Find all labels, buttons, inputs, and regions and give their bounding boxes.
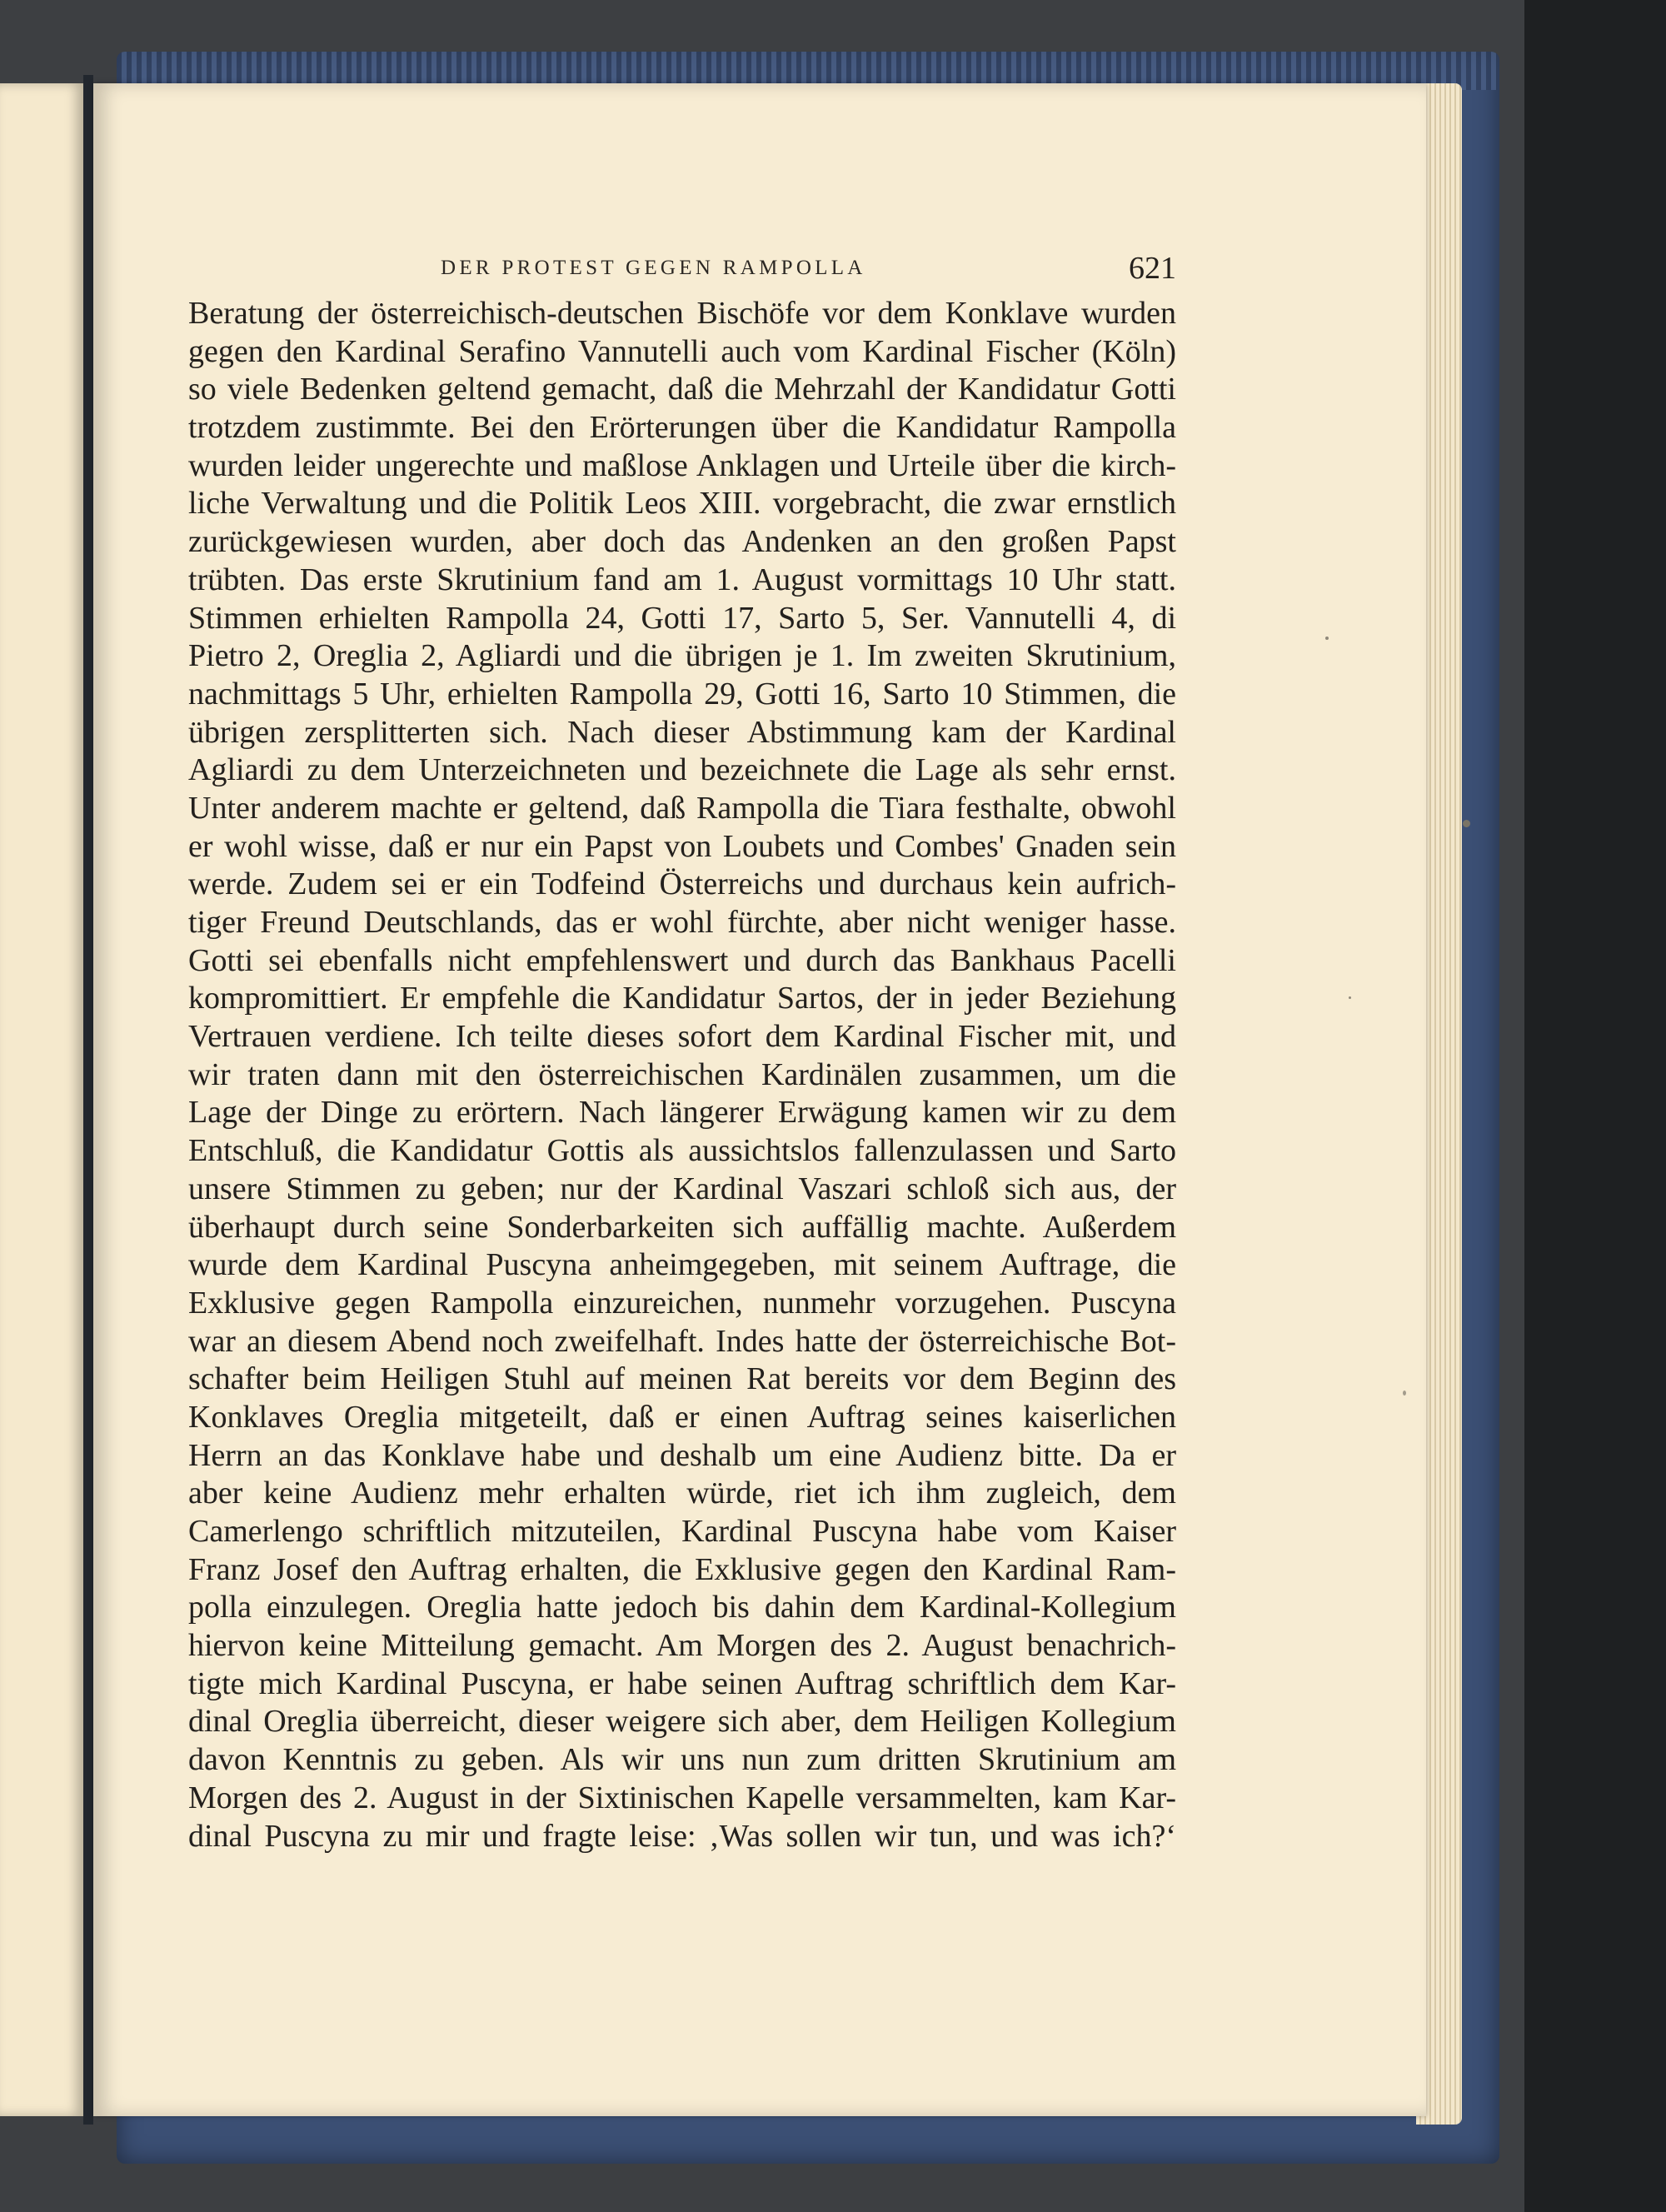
text-line: aber keine Audienz mehr erhalten würde, riet ich ihm zugleich, dem bbox=[188, 1475, 1176, 1511]
running-title: DER PROTEST GEGEN RAMPOLLA bbox=[441, 257, 866, 279]
text-line: davon Kenntnis zu geben. Als wir uns nun zum dritten Skrutinium am bbox=[188, 1742, 1176, 1778]
text-line: Konklaves Oreglia mitgeteilt, daß er einen Auftrag seines kaiserlichen bbox=[188, 1399, 1176, 1435]
text-line: Agliardi zu dem Unterzeichneten und bezeichnete die Lage als sehr ernst. bbox=[188, 752, 1176, 788]
text-line: dinal Oreglia überreicht, dieser weigere sich aber, dem Heiligen Kollegium bbox=[188, 1704, 1176, 1740]
text-line: Entschluß, die Kandidatur Gottis als aussichtslos fallenzulassen und Sarto bbox=[188, 1133, 1176, 1169]
text-line: Morgen des 2. August in der Sixtinischen Kapelle versammelten, kam Kar- bbox=[188, 1780, 1176, 1815]
paper-speck bbox=[1325, 637, 1329, 640]
text-line: polla einzulegen. Oreglia hatte jedoch bis dahin dem Kardinal-Kollegium bbox=[188, 1590, 1176, 1625]
left-page-strip bbox=[0, 83, 83, 2116]
text-line: übrigen zersplitterten sich. Nach dieser Abstimmung kam der Kardinal bbox=[188, 714, 1176, 750]
body-text bbox=[188, 295, 1176, 1855]
text-line: dinal Puscyna zu mir und fragte leise: ‚Was sollen wir tun, und was ich?‘ bbox=[188, 1818, 1176, 1854]
text-line: Unter anderem machte er geltend, daß Rampolla die Tiara festhalte, obwohl bbox=[188, 790, 1176, 826]
text-line: so viele Bedenken geltend gemacht, daß die Mehrzahl der Kandidatur Gotti bbox=[188, 372, 1176, 407]
text-line: kompromittiert. Er empfehle die Kandidatur Sartos, der in jeder Beziehung bbox=[188, 981, 1176, 1016]
text-line: tigte mich Kardinal Puscyna, er habe seinen Auftrag schriftlich dem Kar- bbox=[188, 1665, 1176, 1701]
text-line: Pietro 2, Oreglia 2, Agliardi und die übrigen je 1. Im zweiten Skrutinium, bbox=[188, 638, 1176, 674]
text-line: Gotti sei ebenfalls nicht empfehlenswert und durch das Bankhaus Pacelli bbox=[188, 942, 1176, 978]
text-line: unsere Stimmen zu geben; nur der Kardinal Vaszari schloß sich aus, der bbox=[188, 1171, 1176, 1206]
text-line: hiervon keine Mitteilung gemacht. Am Morgen des 2. August benachrich- bbox=[188, 1628, 1176, 1664]
text-line: zurückgewiesen wurden, aber doch das Andenken an den großen Papst bbox=[188, 524, 1176, 560]
text-line: war an diesem Abend noch zweifelhaft. Indes hatte der österreichische Bot- bbox=[188, 1323, 1176, 1359]
page-number: 621 bbox=[1129, 251, 1176, 286]
text-line: wir traten dann mit den österreichischen Kardinälen zusammen, um die bbox=[188, 1056, 1176, 1092]
text-line: gegen den Kardinal Serafino Vannutelli auch vom Kardinal Fischer (Köln) bbox=[188, 333, 1176, 369]
paper-speck bbox=[1403, 1391, 1406, 1396]
paper-speck bbox=[1463, 820, 1470, 827]
text-line: trübten. Das erste Skrutinium fand am 1. August vormittags 10 Uhr statt. bbox=[188, 562, 1176, 597]
text-line: Franz Josef den Auftrag erhalten, die Exklusive gegen den Kardinal Ram- bbox=[188, 1551, 1176, 1587]
text-line: werde. Zudem sei er ein Todfeind Österreichs und durchaus kein aufrich- bbox=[188, 866, 1176, 902]
book-gutter bbox=[83, 75, 93, 2125]
text-line: Camerlengo schriftlich mitzuteilen, Kardinal Puscyna habe vom Kaiser bbox=[188, 1514, 1176, 1549]
text-line: Lage der Dinge zu erörtern. Nach längerer Erwägung kamen wir zu dem bbox=[188, 1095, 1176, 1131]
text-line: er wohl wisse, daß er nur ein Papst von Loubets und Combes' Gnaden sein bbox=[188, 828, 1176, 864]
text-line: schafter beim Heiligen Stuhl auf meinen Rat bereits vor dem Beginn des bbox=[188, 1361, 1176, 1397]
dark-background-edge bbox=[1524, 0, 1666, 2212]
text-line: Herrn an das Konklave habe und deshalb um eine Audienz bitte. Da er bbox=[188, 1437, 1176, 1473]
text-line: tiger Freund Deutschlands, das er wohl fürchte, aber nicht weniger hasse. bbox=[188, 905, 1176, 940]
text-line: überhaupt durch seine Sonderbarkeiten sich auffällig machte. Außerdem bbox=[188, 1209, 1176, 1245]
page-header bbox=[188, 250, 1176, 300]
text-line: trotzdem zustimmte. Bei den Erörterungen über die Kandidatur Rampolla bbox=[188, 410, 1176, 446]
text-line: nachmittags 5 Uhr, erhielten Rampolla 29, Gotti 16, Sarto 10 Stimmen, die bbox=[188, 676, 1176, 712]
paper-speck bbox=[1349, 996, 1351, 999]
text-line: Exklusive gegen Rampolla einzureichen, nunmehr vorzugehen. Puscyna bbox=[188, 1285, 1176, 1321]
text-line: wurde dem Kardinal Puscyna anheimgegeben, mit seinem Auftrage, die bbox=[188, 1247, 1176, 1283]
text-line: Stimmen erhielten Rampolla 24, Gotti 17, Sarto 5, Ser. Vannutelli 4, di bbox=[188, 600, 1176, 636]
text-line: Vertrauen verdiene. Ich teilte dieses sofort dem Kardinal Fischer mit, und bbox=[188, 1019, 1176, 1055]
text-line: wurden leider ungerechte und maßlose Anklagen und Urteile über die kirch- bbox=[188, 447, 1176, 483]
text-line: liche Verwaltung und die Politik Leos XIII. vorgebracht, die zwar ernstlich bbox=[188, 486, 1176, 522]
text-line: Beratung der österreichisch-deutschen Bischöfe vor dem Konklave wurden bbox=[188, 296, 1176, 331]
